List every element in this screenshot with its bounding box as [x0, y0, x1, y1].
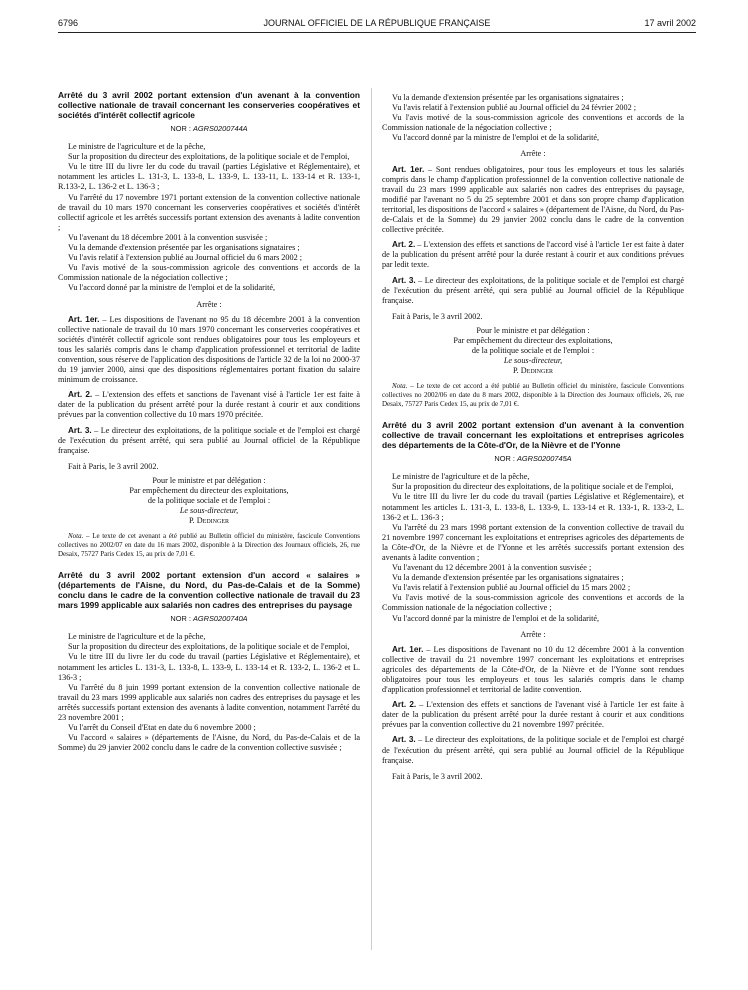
- nota-label: Nota.: [392, 382, 408, 391]
- paragraph: Sur la proposition du directeur des exploitations, de la politique sociale et de l'emploi,: [392, 482, 674, 492]
- nor-code: AGRS0200745A: [516, 454, 572, 464]
- signature-line: Par empêchement du directeur des exploitations,: [453, 335, 613, 345]
- paragraph: Vu l'arrêté du 23 mars 1998 portant extension de la convention collective de travail du 21 novembre 1997 concernant les exploitations et entreprises agricoles des départements de la Côte-d'Or, de la Nièvre et de l'Yonne et les arrêtés successifs portant extension des avenants à ladite convention ;: [382, 522, 684, 562]
- decree-1: [58, 90, 360, 558]
- article-1: [382, 645, 684, 695]
- decree-3: [382, 420, 684, 782]
- signature-line: Pour le ministre et par délégation :: [476, 325, 590, 335]
- paragraph: Vu le titre III du livre Ier du code du travail (parties Législative et Réglementaire), et notamment les articles L. 131-3, L. 133-8, L. 133-9, L. 133-14 et R. 133-2, L. 136-2 et L. 136-3 ;: [58, 652, 360, 682]
- paragraph: Le ministre de l'agriculture et de la pêche,: [392, 472, 530, 482]
- article-text: – Le directeur des exploitations, de la politique sociale et de l'emploi est chargé de l'exécution du présent arrêté, qui sera publié au Journal officiel de la République française.: [58, 425, 360, 455]
- article-1: [58, 315, 360, 386]
- article-text: – L'extension des effets et sanctions de l'avenant visé à l'article 1er est faite à dater de la publication du présent arrêté pour la durée restant à courir et aux conditions prévues par la convention collective du 10 mars 1970 précitée.: [58, 390, 360, 420]
- signatory-role: Le sous-directeur,: [503, 356, 563, 366]
- nota-label: Nota.: [68, 532, 84, 541]
- paragraph: Vu la demande d'extension présentée par les organisations signataires ;: [68, 243, 300, 253]
- signed-place-date: Fait à Paris, le 3 avril 2002.: [392, 311, 483, 321]
- paragraph: Vu l'avis motivé de la sous-commission agricole des conventions et accords de la Commission nationale de la négociation collective ;: [58, 263, 360, 283]
- signature-line: Pour le ministre et par délégation :: [152, 475, 266, 485]
- article-3: [382, 735, 684, 765]
- header-rule: [58, 32, 696, 33]
- signatory-name: P. Dedinger: [513, 366, 553, 376]
- decree-title: Arrêté du 3 avril 2002 portant extension d'un avenant à la convention collective nationale de travail concernant les conserveries coopératives et sociétés d'intérêt collectif agricole: [58, 90, 360, 120]
- article-label: Art. 1er.: [68, 314, 100, 324]
- nor-label: NOR :: [494, 454, 515, 464]
- signature-line: de la politique sociale et de l'emploi :: [471, 346, 595, 356]
- article-2: [382, 700, 684, 730]
- paragraph: Vu l'arrêté du 17 novembre 1971 portant extension de la convention collective nationale de travail du 10 mars 1970 concernant les conserveries coopératives et sociétés d'intérêt collectif agricole et les arrêtés successifs portant extension des avenants à ladite convention ;: [58, 192, 360, 232]
- nor-reference: [58, 124, 360, 134]
- arrete-heading: Arrête :: [520, 149, 546, 159]
- paragraph: Vu l'avis motivé de la sous-commission agricole des conventions et accords de la Commission nationale de la négociation collective ;: [382, 593, 684, 613]
- paragraph: Le ministre de l'agriculture et de la pêche,: [68, 632, 206, 642]
- signatory-role: Le sous-directeur,: [179, 506, 239, 516]
- article-label: Art. 3.: [392, 735, 416, 745]
- nor-code: AGRS0200744A: [192, 124, 248, 133]
- article-text: – Sont rendues obligatoires, pour tous les employeurs et tous les salariés compris dans le champ d'application professionnel de la convention collective nationale de travail du 23 mars 1999 applicable aux salariés non cadres des entreprises du paysage, modifié par l'avenant no 5 du 25 septembre 2001 et dans son propre champ d'application territorial, les dispositions de l'accord « salaires » (département de l'Aisne, du Nord, du Pas-de-Calais et de la Somme) du 29 janvier 2002 conclu dans le cadre de la convention collective précitée.: [382, 164, 684, 235]
- nor-code: AGRS0200740A: [192, 614, 248, 624]
- signed-place-date: Fait à Paris, le 3 avril 2002.: [68, 461, 159, 471]
- paragraph: Vu le titre III du livre Ier du code du travail (parties Législative et Réglementaire), et notamment les articles L. 131-3, L. 133-8, L. 133-9, L. 133-14 et R. 133-1, R. 133-2, L. 136-2 et L. 136-3 ;: [382, 492, 684, 522]
- right-column: [382, 93, 684, 782]
- nota-text: – Le texte de cet accord a été publié au Bulletin officiel du ministère, fascicule Conventions collectives no 2002/06 en date du 8 mars 2002, disponible à la Direction des Journaux officiels, 26, rue Desaix, 75727 Paris Cedex 15, au prix de 7,01 €.: [382, 382, 684, 408]
- issue-date: 17 avril 2002: [644, 18, 696, 28]
- article-label: Art. 3.: [392, 275, 416, 285]
- article-text: – L'extension des effets et sanctions de l'avenant visé à l'article 1er est faite à dater de la publication du présent arrêté pour la durée restant à courir et aux conditions prévues par la convention collective du 21 novembre 1997 précitée.: [382, 700, 684, 730]
- paragraph: Vu le titre III du livre Ier du code du travail (parties Législative et Réglementaire), et notamment les articles L. 131-3, L. 133-8, L. 133-9, L. 133-11, L. 133-14 et R. 133-1, R.133-2, L. 136-2 et L. 136-3 ;: [58, 162, 360, 192]
- signatory-name: P. Dedinger: [189, 516, 229, 526]
- decree-2-continued: [382, 93, 684, 408]
- nota-note: [58, 532, 360, 558]
- journal-title: JOURNAL OFFICIEL DE LA RÉPUBLIQUE FRANÇAISE: [263, 18, 491, 28]
- column-divider: [371, 88, 372, 950]
- article-label: Art. 2.: [392, 700, 417, 710]
- decree-2: [58, 570, 360, 753]
- nor-label: NOR :: [170, 614, 191, 624]
- article-label: Art. 2.: [68, 390, 93, 400]
- decree-title: Arrêté du 3 avril 2002 portant extension d'un accord « salaires » (départements de l'Aisne, du Nord, du Pas-de-Calais et de la Somme) conclu dans le cadre de la convention collective nationale de travail du 23 mars 1999 applicable aux salariés non cadres des entreprises du paysage: [58, 570, 360, 611]
- paragraph: Vu l'accord donné par la ministre de l'emploi et de la solidarité,: [392, 613, 600, 623]
- article-2: [382, 240, 684, 270]
- article-label: Art. 2.: [392, 240, 416, 250]
- paragraph: Vu l'avenant du 18 décembre 2001 à la convention susvisée ;: [68, 232, 268, 242]
- article-text: – Le directeur des exploitations, de la politique sociale et de l'emploi est chargé de l'exécution du présent arrêté, qui sera publié au Journal officiel de la République française.: [382, 275, 684, 305]
- nota-text: – Le texte de cet avenant a été publié au Bulletin officiel du ministère, fascicule Conventions collectives no 2002/07 en date du 16 mars 2002, disponible à la Direction des Journaux officiels, 26, rue Desaix, 75727 Paris Cedex 15, au prix de 7,01 €.: [58, 532, 360, 558]
- decree-title: Arrêté du 3 avril 2002 portant extension d'un avenant à la convention collective de travail concernant les exploitations et entreprises agricoles des départements de la Côte-d'Or, de la Nièvre et de l'Yonne: [382, 420, 684, 451]
- article-label: Art. 1er.: [392, 164, 425, 174]
- signature-line: de la politique sociale et de l'emploi :: [147, 496, 271, 506]
- paragraph: Le ministre de l'agriculture et de la pêche,: [68, 142, 206, 152]
- nor-reference: [58, 614, 360, 624]
- nor-label: NOR :: [170, 124, 191, 133]
- article-1: [382, 165, 684, 236]
- paragraph: Vu l'arrêt du Conseil d'Etat en date du 6 novembre 2000 ;: [68, 723, 256, 733]
- article-2: [58, 390, 360, 420]
- signed-place-date: Fait à Paris, le 3 avril 2002.: [392, 771, 483, 781]
- paragraph: Vu l'avenant du 12 décembre 2001 à la convention susvisée ;: [392, 563, 592, 573]
- paragraph: Vu la demande d'extension présentée par les organisations signataires ;: [392, 573, 624, 583]
- article-label: Art. 3.: [68, 425, 92, 435]
- paragraph: Sur la proposition du directeur des exploitations, de la politique sociale et de l'emploi,: [68, 642, 350, 652]
- arrete-heading: Arrête :: [196, 299, 222, 309]
- paragraph: Vu l'accord donné par la ministre de l'emploi et de la solidarité,: [392, 133, 600, 143]
- paragraph: Vu l'avis relatif à l'extension publié au Journal officiel du 6 mars 2002 ;: [68, 253, 303, 263]
- paragraph: Vu l'accord donné par la ministre de l'emploi et de la solidarité,: [68, 283, 276, 293]
- signature-block: [58, 476, 360, 526]
- paragraph: Vu l'accord « salaires » (départements de l'Aisne, du Nord, du Pas-de-Calais et de la Somme) du 29 janvier 2002 conclu dans le cadre de la convention collective susvisée ;: [58, 733, 360, 753]
- article-label: Art. 1er.: [392, 644, 424, 654]
- article-text: – Le directeur des exploitations, de la politique sociale et de l'emploi est chargé de l'exécution du présent arrêté, qui sera publié au Journal officiel de la République française.: [382, 735, 684, 765]
- arrete-heading: Arrête :: [520, 629, 546, 639]
- left-column: [58, 90, 360, 753]
- paragraph: Sur la proposition du directeur des exploitations, de la politique sociale et de l'emploi,: [68, 152, 350, 162]
- page-number: 6796: [58, 18, 79, 28]
- signature-block: [382, 326, 684, 376]
- paragraph: Vu la demande d'extension présentée par les organisations signataires ;: [392, 93, 624, 102]
- paragraph: Vu l'avis motivé de la sous-commission agricole des conventions et accords de la Commission nationale de la négociation collective ;: [382, 113, 684, 133]
- nota-note: [382, 382, 684, 408]
- paragraph: Vu l'arrêté du 8 juin 1999 portant extension de la convention collective nationale de travail du 23 mars 1999 applicable aux salariés non cadres des entreprises du paysage et les arrêtés successifs portant extension des avenants à ladite convention, notamment l'arrêté du 23 novembre 2001 ;: [58, 682, 360, 722]
- article-text: – Les dispositions de l'avenant no 10 du 12 décembre 2001 à la convention collective de travail du 21 novembre 1997 concernant les exploitations et entreprises agricoles des départements de la Côte-d'Or, de la Nièvre et de l'Yonne sont rendues obligatoires pour tous les employeurs et tous les salariés compris dans le champ d'application professionnel et territorial de ladite convention.: [382, 644, 685, 695]
- page-header: [58, 18, 696, 32]
- paragraph: Vu l'avis relatif à l'extension publié au Journal officiel du 15 mars 2002 ;: [392, 583, 631, 593]
- signature-line: Par empêchement du directeur des exploitations,: [129, 486, 289, 495]
- nor-reference: [382, 454, 684, 464]
- paragraph: Vu l'avis relatif à l'extension publié au Journal officiel du 24 février 2002 ;: [392, 103, 636, 113]
- article-text: – Les dispositions de l'avenant no 95 du 18 décembre 2001 à la convention collective nationale de travail du 10 mars 1970 concernant les conserveries coopératives et sociétés d'intérêt collectif agricole sont rendues obligatoires pour tous les employeurs et tous les salariés compris dans le champ d'application professionnel et territorial de ladite convention, sous réserve de l'application des dispositions de l'article 32 de la loi no 2000-37 du 19 janvier 2000, ainsi que des dispositions réglementaires portant fixation du salaire minimum de croissance.: [58, 314, 361, 385]
- article-3: [58, 426, 360, 456]
- article-text: – L'extension des effets et sanctions de l'accord visé à l'article 1er est faite à dater de la publication du présent arrêté pour la durée restant à courir et aux conditions prévues par ledit texte.: [382, 240, 684, 270]
- article-3: [382, 276, 684, 306]
